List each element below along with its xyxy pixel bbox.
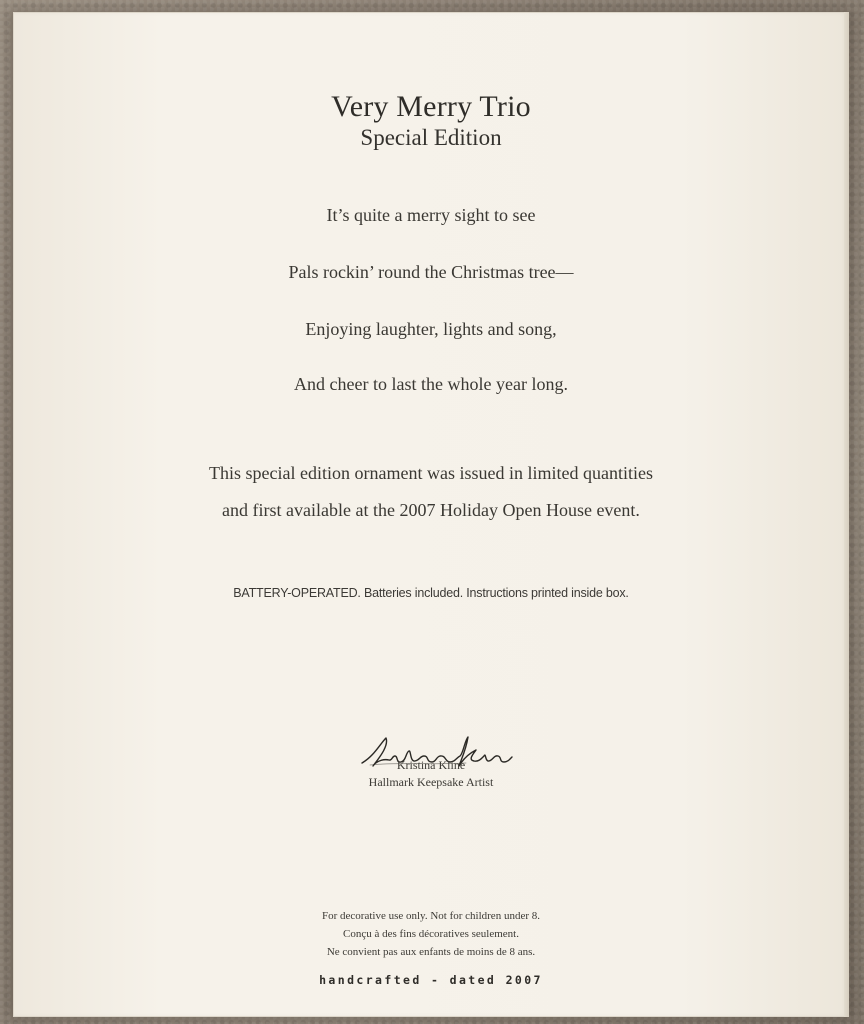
poem-line: And cheer to last the whole year long.	[294, 374, 568, 394]
ornament-box-card	[13, 12, 849, 1017]
warning-line: Ne convient pas aux enfants de moins de 8 ans.	[326, 946, 536, 958]
battery-notice: BATTERY-OPERATED. Batteries included. Instructions printed inside box.	[233, 586, 629, 600]
page-title: Very Merry Trio	[331, 90, 531, 123]
edition-info-line: This special edition ornament was issued in limited quantities	[209, 463, 653, 483]
edition-info-line: and first available at the 2007 Holiday Open House event.	[222, 500, 640, 520]
warning-line: Conçu à des fins décoratives seulement.	[343, 928, 519, 940]
warning-line: For decorative use only. Not for children under 8.	[321, 910, 540, 922]
artist-name: Kristina Kline	[396, 758, 466, 772]
page-subtitle: Special Edition	[360, 125, 502, 150]
poem-line: Pals rockin’ round the Christmas tree—	[288, 262, 574, 282]
poem-line: It’s quite a merry sight to see	[326, 205, 536, 225]
dated-label: handcrafted - dated 2007	[319, 973, 543, 987]
artist-title: Hallmark Keepsake Artist	[368, 775, 494, 789]
poem-line: Enjoying laughter, lights and song,	[305, 319, 557, 339]
